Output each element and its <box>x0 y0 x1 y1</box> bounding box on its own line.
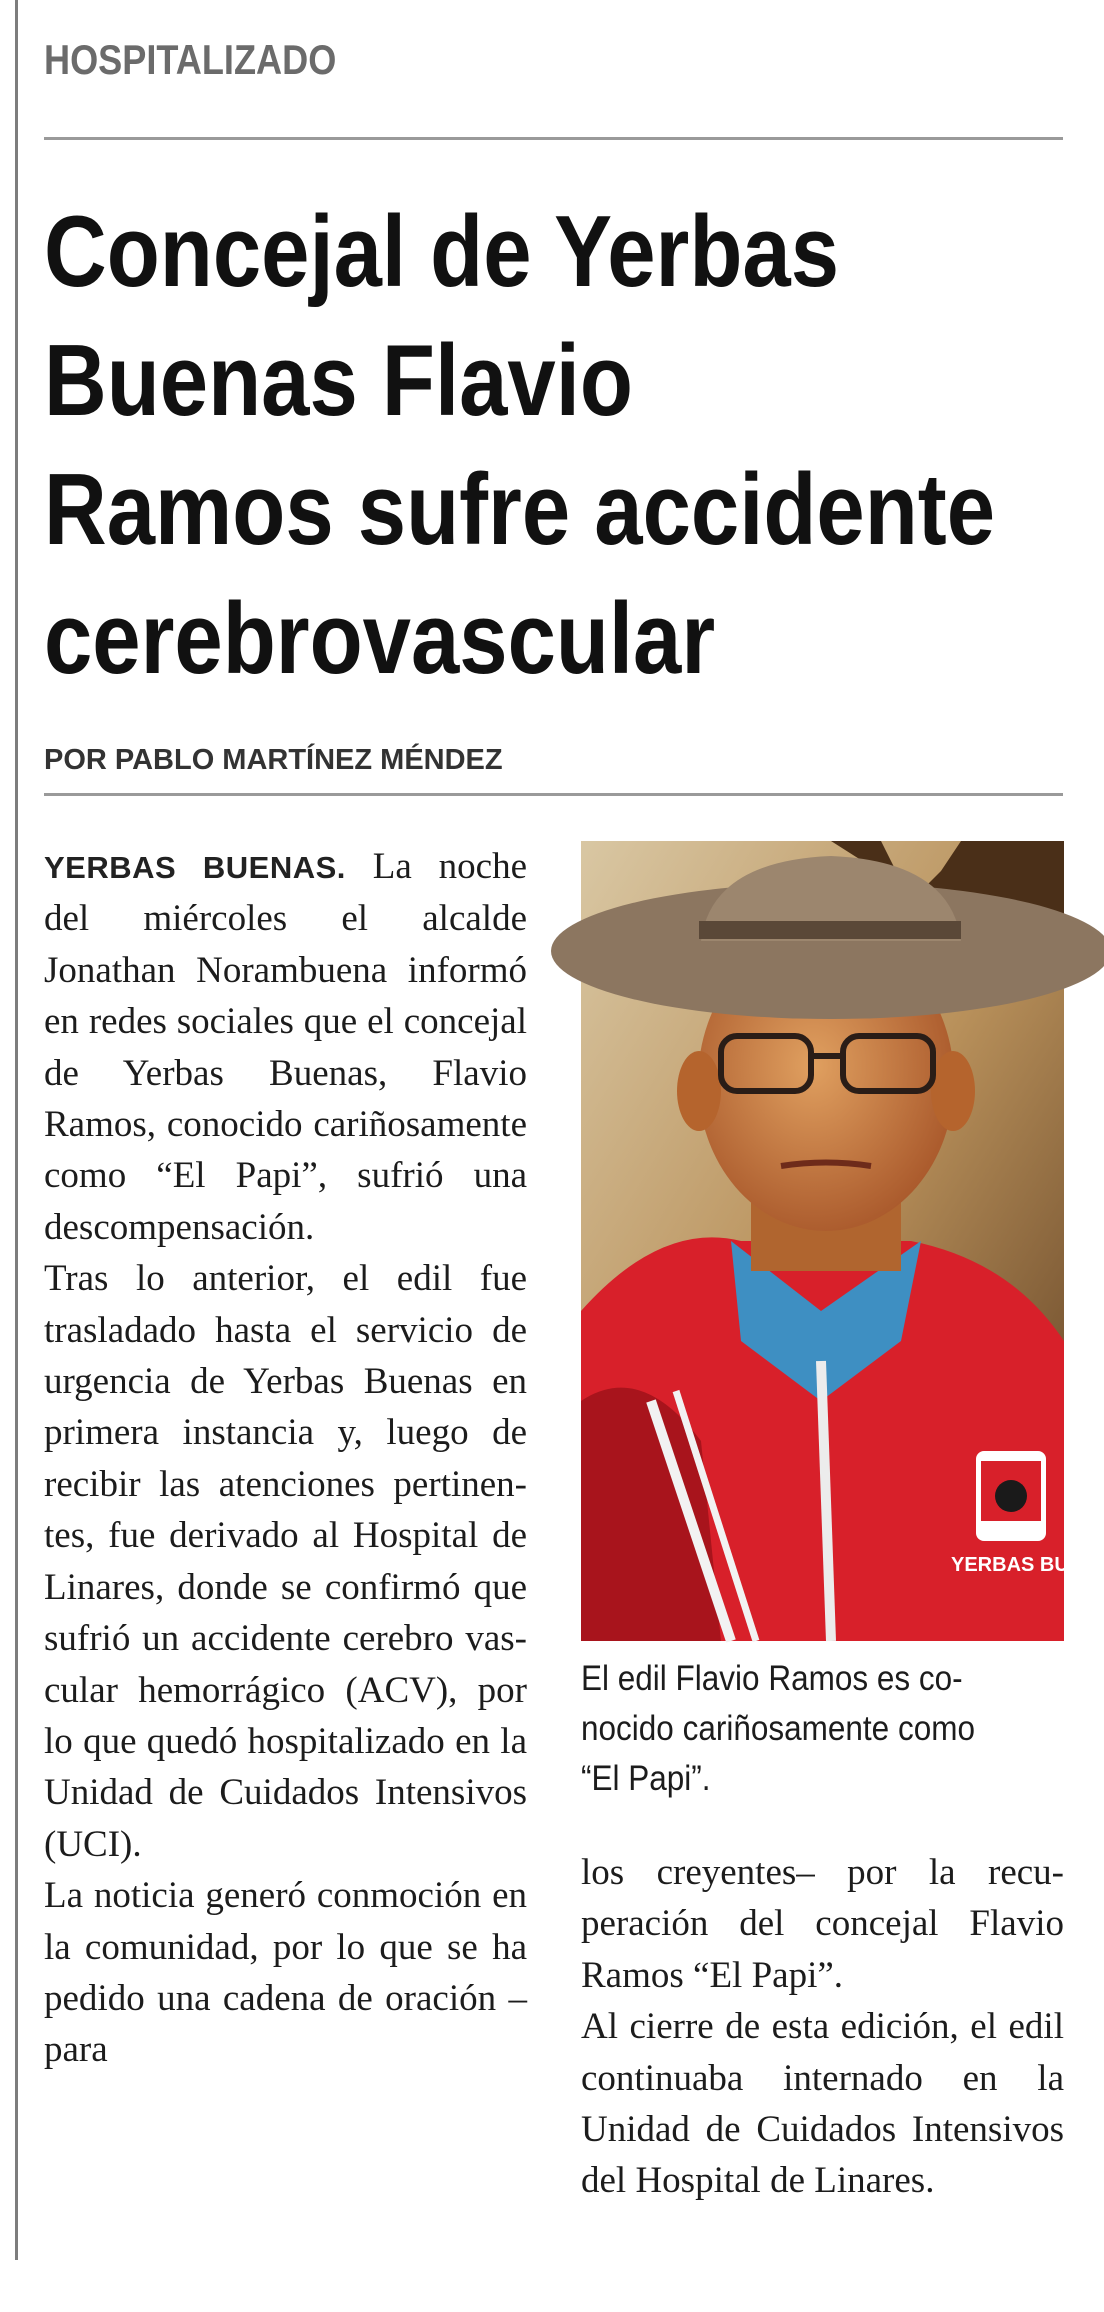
badge-text: YERBAS BUE <box>951 1554 1083 1576</box>
hat-band <box>699 921 961 939</box>
photo-caption <box>581 1654 1022 1804</box>
caption-line: El edil Flavio Ramos es co- <box>581 1659 963 1698</box>
headline-line: Buenas Flavio <box>44 325 633 437</box>
caption-line: “El Papi”. <box>581 1759 711 1798</box>
article-column-2 <box>581 1847 1064 2207</box>
mouth <box>781 1163 871 1167</box>
headline <box>44 188 1067 704</box>
paragraph-2: Tras lo anterior, el edil fue trasladado hasta el servicio de urgencia de Yerbas Buenas en primera instancia y, luego de recibir las atenciones pertinentes, fue derivado al Hospital de Linares, donde se confirmó que sufrió un accidente cerebro vascular hemorrágico (ACV), por lo que quedó hospitalizado en la Unidad de Cuidados Intensivos (UCI). <box>44 1258 527 1865</box>
article-photo <box>581 841 1083 1641</box>
divider-byline <box>44 793 1063 796</box>
headline-line: cerebrovascular <box>44 583 716 695</box>
paragraph-3: La noticia generó conmoción en la comunidad, por lo que se ha pedido una cadena de oración –para <box>44 1875 527 2071</box>
portrait-illustration <box>581 841 1083 1641</box>
article-column-1 <box>44 841 527 2076</box>
right-ear <box>931 1051 975 1131</box>
caption-line: nocido cariñosamente como <box>581 1709 975 1748</box>
left-column-rule <box>15 0 18 2260</box>
left-ear <box>677 1051 721 1131</box>
headline-line: Ramos sufre accidente <box>44 454 996 566</box>
section-label: HOSPITALIZADO <box>44 36 337 83</box>
paragraph-4: los creyentes– por la recuperación del concejal Flavio Ramos “El Papi”. <box>581 1852 1064 1996</box>
dateline: YERBAS BUENAS. <box>44 850 346 885</box>
paragraph-5: Al cierre de esta edición, el edil continuaba internado en la Unidad de Cuidados Intensivos del Hospital de Linares. <box>581 2006 1064 2202</box>
headline-line: Concejal de Yerbas <box>44 196 840 308</box>
paragraph-1 <box>44 841 527 1253</box>
byline: POR PABLO MARTÍNEZ MÉNDEZ <box>44 744 503 776</box>
divider-top <box>44 137 1063 140</box>
paragraph-1-text: La noche del miércoles el alcalde Jonathan Norambuena informó en redes sociales que el concejal de Yerbas Buenas, Flavio Ramos, conocido cariñosamente como “El Papi”, sufrió una descompensación. <box>44 846 527 1248</box>
